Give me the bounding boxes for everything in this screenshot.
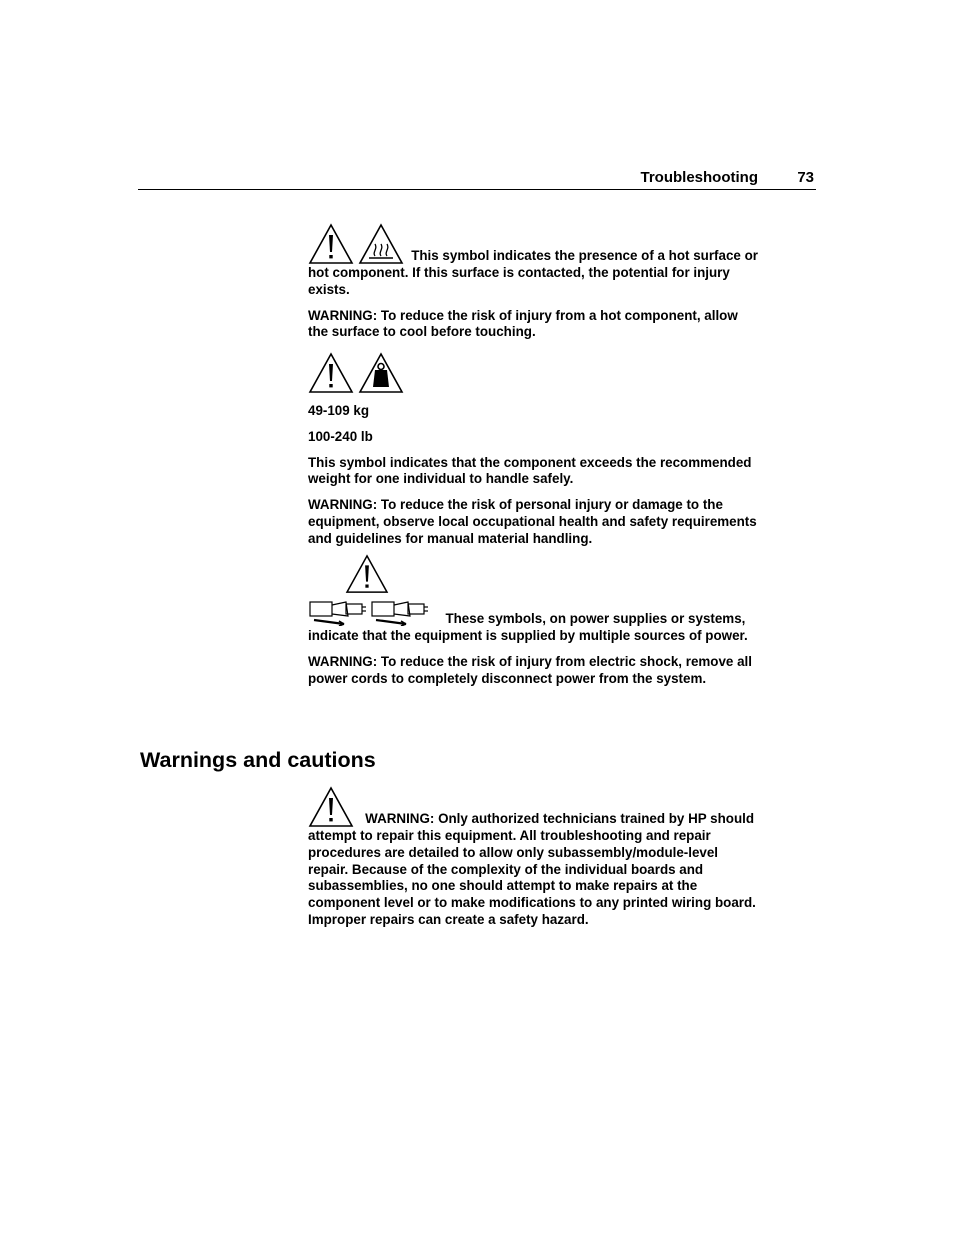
warning-triangle-icon: [308, 223, 354, 265]
warning-triangle-icon: [345, 554, 389, 594]
page-number: 73: [797, 169, 814, 186]
hot-surface-warning: WARNING: To reduce the risk of injury from a hot component, allow the surface to cool before touching.: [308, 307, 738, 340]
weight-block: [308, 352, 758, 548]
multiple-power-sources-icon: [308, 554, 438, 628]
hot-surface-description-rest: or hot component. If this surface is contacted, the potential for injury exists.: [308, 248, 758, 297]
section-heading: Warnings and cautions: [140, 748, 376, 772]
power-block: [308, 554, 758, 687]
weight-kg: 49-109 kg: [308, 403, 370, 418]
power-warning: WARNING: To reduce the risk of injury from electric shock, remove all power cords to completely disconnect power from the system.: [308, 653, 752, 686]
technician-warning-inline: WARNING: Only authorized technicians trained by HP: [365, 811, 707, 827]
power-description-inline: These symbols, on power supplies or: [445, 611, 685, 627]
running-header: [138, 168, 816, 190]
power-plug-icon: [308, 596, 368, 626]
hot-surface-block: [308, 223, 758, 341]
technician-warning-rest: should attempt to repair this equipment. All troubleshooting and repair procedures are detailed to allow only subassembly/module-level repair. Because of the complexity of the individual boards and subassemblies, no one should attempt to make repairs at the component level or to make modifications to any printed wiring board. Improper repairs can create a safety hazard.: [308, 811, 756, 927]
warning-triangle-icon: [308, 352, 354, 394]
hot-surface-description-inline: This symbol indicates the presence of a hot surface: [411, 248, 741, 264]
header-section-title: Troubleshooting: [640, 169, 758, 186]
power-description-rest: systems, indicate that the equipment is supplied by multiple sources of power.: [308, 611, 748, 643]
weight-lb: 100-240 lb: [308, 428, 373, 444]
weight-description: This symbol indicates that the component exceeds the recommended weight for one individual to handle safely.: [308, 454, 752, 487]
technician-warning-block: [308, 786, 758, 929]
warning-triangle-icon: [308, 786, 354, 828]
power-plug-icon: [370, 596, 430, 626]
hot-surface-icon: [358, 223, 404, 265]
weight-icon: [358, 352, 404, 394]
weight-warning: WARNING: To reduce the risk of personal injury or damage to the equipment, observe local occupational health and safety requirements and guidelines for manual material handling.: [308, 497, 757, 546]
